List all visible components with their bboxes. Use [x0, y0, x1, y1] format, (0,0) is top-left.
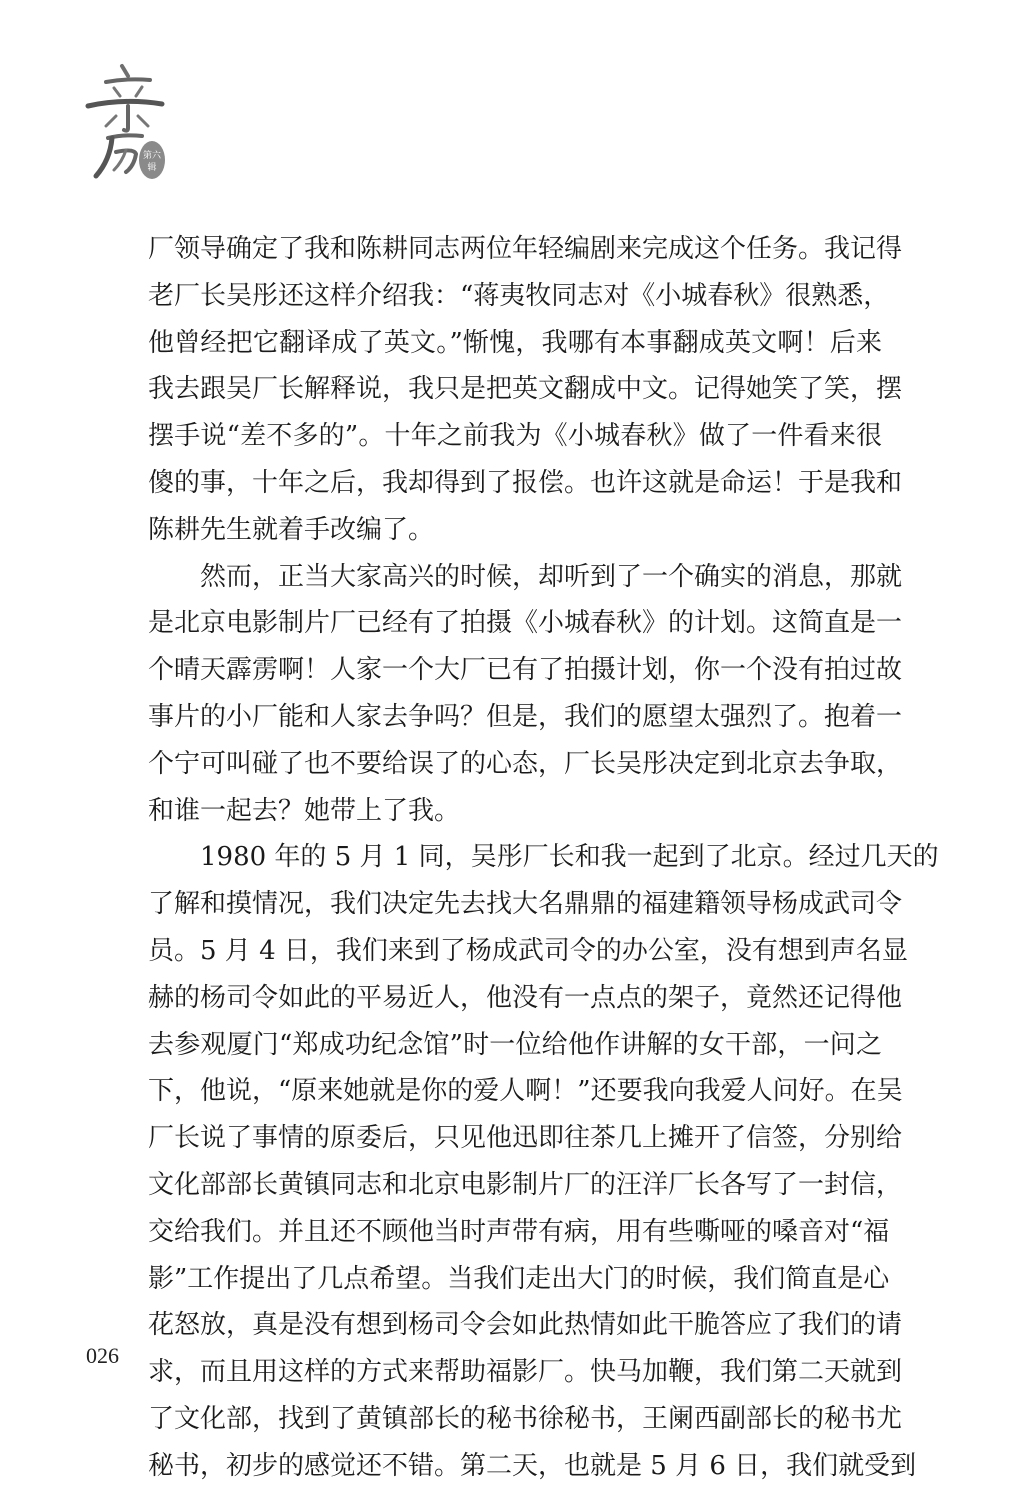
body-text: [148, 226, 939, 1490]
text-line: 陈耕先生就着手改编了。: [148, 514, 435, 545]
text-line: 他曾经把它翻译成了英文。”惭愧，我哪有本事翻成英文啊！后来: [148, 327, 882, 358]
svg-text:第六: 第六: [142, 151, 162, 161]
text-line: 了文化部，找到了黄镇部长的秘书徐秘书，王阑西副部长的秘书尤: [148, 1403, 903, 1434]
text-line: 影”工作提出了几点希望。当我们走出大门的时候，我们简直是心: [148, 1263, 890, 1294]
text-line: 员。5 月 4 日，我们来到了杨成武司令的办公室，没有想到声名显: [148, 935, 908, 966]
text-line: 花怒放，真是没有想到杨司令会如此热情如此干脆答应了我们的请: [148, 1310, 903, 1341]
page-number: 026: [86, 1343, 119, 1368]
text-line: 摆手说“差不多的”。十年之前我为《小城春秋》做了一件看来很: [148, 421, 882, 452]
paragraph: [148, 834, 939, 1489]
text-line: 了解和摸情况，我们决定先去找大名鼎鼎的福建籍领导杨成武司令: [148, 889, 903, 920]
text-line: 赫的杨司令如此的平易近人，他没有一点点的架子，竟然还记得他: [148, 982, 903, 1013]
text-line: 厂长说了事情的原委后，只见他迅即往茶几上摊开了信签，分别给: [148, 1123, 903, 1154]
text-line: 求，而且用这样的方式来帮助福影厂。快马加鞭，我们第二天就到: [148, 1357, 903, 1388]
text-line: 个晴天霹雳啊！人家一个大厂已有了拍摄计划，你一个没有拍过故: [148, 655, 903, 686]
calligraphy-logo-icon: [84, 62, 168, 184]
text-line: 厂领导确定了我和陈耕同志两位年轻编剧来完成这个任务。我记得: [148, 234, 903, 264]
text-line: 去参观厦门“郑成功纪念馆”时一位给他作讲解的女干部，一问之: [148, 1029, 882, 1060]
text-line: 事片的小厂能和人家去争吗？但是，我们的愿望太强烈了。抱着一: [148, 701, 903, 732]
text-line: 老厂长吴彤还这样介绍我：“蒋夷牧同志对《小城春秋》很熟悉，: [148, 280, 890, 311]
text-line: 秘书，初步的感觉还不错。第二天，也就是 5 月 6 日，我们就受到: [148, 1450, 917, 1481]
book-series-logo: [84, 62, 168, 184]
paragraph: [148, 226, 903, 554]
text-line: 1980 年的 5 月 1 同，吴彤厂长和我一起到了北京。经过几天的: [200, 842, 939, 873]
paragraph: [148, 554, 903, 835]
text-line: 然而，正当大家高兴的时候，却听到了一个确实的消息，那就: [200, 561, 903, 592]
text-line: 文化部部长黄镇同志和北京电影制片厂的汪洋厂长各写了一封信，: [148, 1169, 903, 1200]
text-line: 我去跟吴厂长解释说，我只是把英文翻成中文。记得她笑了笑，摆: [148, 374, 903, 405]
text-line: 个宁可叫碰了也不要给误了的心态，厂长吴彤决定到北京去争取，: [148, 748, 903, 779]
text-line: 下，他说，“原来她就是你的爱人啊！”还要我向我爱人问好。在吴: [148, 1076, 903, 1107]
text-line: 傻的事，十年之后，我却得到了报偿。也许这就是命运！于是我和: [148, 467, 903, 498]
text-line: 交给我们。并且还不顾他当时声带有病，用有些嘶哑的嗓音对“福: [148, 1216, 890, 1247]
text-line: 和谁一起去？她带上了我。: [148, 795, 461, 826]
svg-text:辑: 辑: [147, 163, 157, 173]
text-line: 是北京电影制片厂已经有了拍摄《小城春秋》的计划。这简直是一: [148, 608, 903, 639]
